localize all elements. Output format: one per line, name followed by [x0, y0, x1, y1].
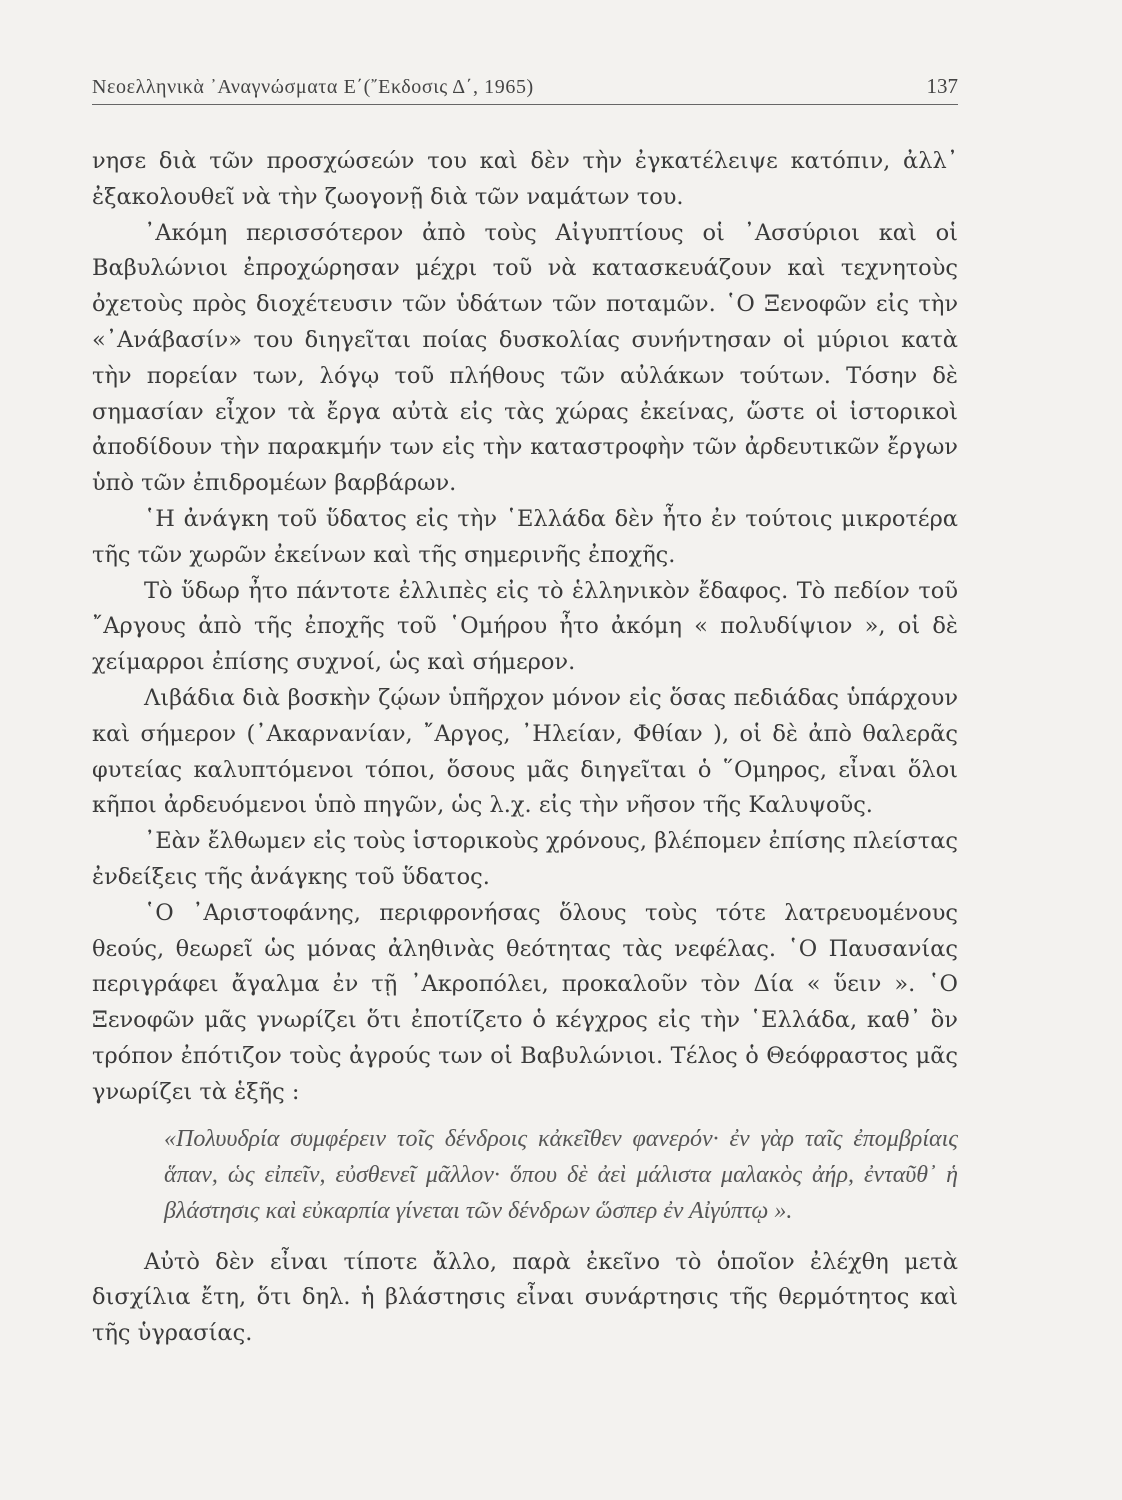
paragraph: ᾿Εὰν ἔλθωμεν εἰς τοὺς ἱστορικοὺς χρόνους, βλέπομεν ἐπίσης πλείστας ἐνδείξεις τῆς ἀνάγκης τοῦ ὕδατος. — [92, 828, 958, 890]
paragraph: νησε διὰ τῶν προσχώσεών του καὶ δὲν τὴν ἐγκατέλειψε κατόπιν, ἀλλ᾿ ἐξακολουθεῖ νὰ τὴν ζωογονῇ διὰ τῶν ναμάτων του. — [92, 148, 958, 210]
closing-paragraph: Αὐτὸ δὲν εἶναι τίποτε ἄλλο, παρὰ ἐκεῖνο τὸ ὁποῖον ἐλέχθη μετὰ δισχίλια ἔτη, ὅτι δηλ. ἡ βλάστησις εἶναι συνάρτησις τῆς θερμότητος καὶ τῆς ὑγρασίας. — [92, 1248, 958, 1347]
paragraph: Τὸ ὕδωρ ἦτο πάντοτε ἐλλιπὲς εἰς τὸ ἑλληνικὸν ἔδαφος. Τὸ πεδίον τοῦ ῎Αργους ἀπὸ τῆς ἐποχῆς τοῦ ῾Ομήρου ἦτο ἀκόμη « πολυδίψιον », οἱ δὲ χείμαρροι ἐπίσης συχνοί, ὡς καὶ σήμερον. — [92, 577, 958, 676]
paragraph: ῾Η ἀνάγκη τοῦ ὕδατος εἰς τὴν ῾Ελλάδα δὲν ἦτο ἐν τούτοις μικροτέρα τῆς τῶν χωρῶν ἐκείνων καὶ τῆς σημερινῆς ἐποχῆς. — [92, 505, 958, 568]
paragraph: ῾Ο ᾿Αριστοφάνης, περιφρονήσας ὅλους τοὺς τότε λατρευομένους θεούς, θεωρεῖ ὡς μόνας ἀληθινὰς θεότητας τὰς νεφέλας. ῾Ο Παυσανίας περιγράφει ἄγαλμα ἐν τῇ ᾿Ακροπόλει, προκαλοῦν τὸν Δία « ὕειν ». ῾Ο Ξενοφῶν μᾶς γνωρίζει ὅτι ἐποτίζετο ὁ κέγχρος εἰς τὴν ῾Ελλάδα, καθ᾿ ὃν τρόπον ἐπότιζον τοὺς ἀγρούς των οἱ Βαβυλώνιοι. Τέλος ὁ Θεόφραστος μᾶς γνωρίζει τὰ ἑξῆς : — [92, 899, 958, 1105]
paragraph: ᾿Ακόμη περισσότερον ἀπὸ τοὺς Αἰγυπτίους οἱ ᾿Ασσύριοι καὶ οἱ Βαβυλώνιοι ἐπροχώρησαν μέχρι τοῦ νὰ κατασκευάζουν καὶ τεχνητοὺς ὀχετοὺς πρὸς διοχέτευσιν τῶν ὑδάτων τῶν ποταμῶν. ῾Ο Ξενοφῶν εἰς τὴν «᾿Ανάβασίν» του διηγεῖται ποίας δυσκολίας συνήντησαν οἱ μύριοι κατὰ τὴν πορείαν των, λόγῳ τοῦ πλήθους τῶν αὐλάκων τούτων. Τόσην δὲ σημασίαν εἶχον τὰ ἔργα αὐτὰ εἰς τὰς χώρας ἐκείνας, ὥστε οἱ ἱστορικοὶ ἀποδίδουν τὴν παρακμήν των εἰς τὴν καταστροφὴν τῶν ἀρδευτικῶν ἔργων ὑπὸ τῶν ἐπιδρομέων βαρβάρων. — [92, 219, 958, 497]
body-text — [92, 144, 958, 1352]
running-head-title: Νεοελληνικὰ ᾿Αναγνώσματα Ε΄(῎Εκδοσις Δ΄, 1965) — [92, 76, 534, 98]
page-number: 137 — [926, 74, 958, 98]
running-head — [92, 70, 958, 105]
theophrastus-quote: «Πολυυδρία συμφέρειν τοῖς δένδροις κἀκεῖθεν φανερόν· ἐν γὰρ ταῖς ἐπομβρίαις ἅπαν, ὡς εἰπεῖν, εὐσθενεῖ μᾶλλον· ὅπου δὲ ἀεὶ μάλιστα μαλακὸς ἀήρ, ἐνταῦθ᾿ ἡ βλάστησις καὶ εὐκαρπία γίνεται τῶν δένδρων ὥσπερ ἐν Αἰγύπτῳ ». — [164, 1125, 958, 1224]
paragraph: Λιβάδια διὰ βοσκὴν ζῴων ὑπῆρχον μόνον εἰς ὅσας πεδιάδας ὑπάρχουν καὶ σήμερον (᾿Ακαρνανίαν, ῎Αργος, ᾿Ηλείαν, Φθίαν ), οἱ δὲ ἀπὸ θαλερᾶς φυτείας καλυπτόμενοι τόποι, ὅσους μᾶς διηγεῖται ὁ ῞Ομηρος, εἶναι ὅλοι κῆποι ἀρδευόμενοι ὑπὸ πηγῶν, ὡς λ.χ. εἰς τὴν νῆσον τῆς Καλυψοῦς. — [92, 684, 958, 819]
